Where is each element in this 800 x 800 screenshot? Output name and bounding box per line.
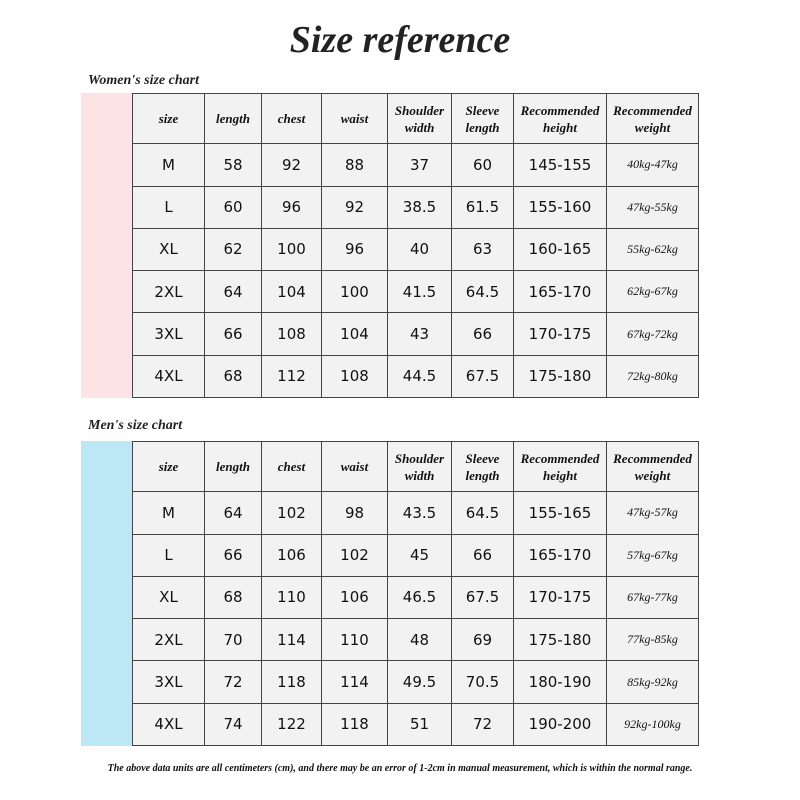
table-cell: 118 — [322, 703, 388, 745]
table-cell: 2XL — [133, 619, 205, 661]
table-cell: 190-200 — [514, 703, 607, 745]
women-size-table — [132, 93, 699, 398]
table-cell: 66 — [452, 313, 514, 355]
table-cell: 104 — [322, 313, 388, 355]
table-cell: 110 — [262, 576, 322, 618]
table-cell: 69 — [452, 619, 514, 661]
table-cell: 55kg-62kg — [607, 228, 699, 270]
men-header-cell: Shoulder width — [388, 442, 452, 492]
table-cell: 106 — [322, 576, 388, 618]
table-cell: 38.5 — [388, 186, 452, 228]
table-row — [133, 534, 699, 576]
women-chart-label: Women's size chart — [88, 73, 199, 88]
table-cell: 67.5 — [452, 576, 514, 618]
table-cell: 112 — [262, 355, 322, 397]
table-cell: 175-180 — [514, 355, 607, 397]
table-cell: 70 — [205, 619, 262, 661]
table-cell: 66 — [205, 313, 262, 355]
table-cell: 108 — [322, 355, 388, 397]
women-color-bar — [81, 93, 133, 398]
table-cell: 92 — [322, 186, 388, 228]
table-cell: 48 — [388, 619, 452, 661]
table-cell: 100 — [322, 271, 388, 313]
table-cell: 67.5 — [452, 355, 514, 397]
table-cell: 102 — [322, 534, 388, 576]
table-cell: 92kg-100kg — [607, 703, 699, 745]
table-cell: 3XL — [133, 313, 205, 355]
table-cell: 145-155 — [514, 144, 607, 186]
table-cell: 88 — [322, 144, 388, 186]
table-cell: 43 — [388, 313, 452, 355]
men-header-cell: Recommended height — [514, 442, 607, 492]
table-cell: M — [133, 492, 205, 534]
table-cell: 3XL — [133, 661, 205, 703]
table-cell: 51 — [388, 703, 452, 745]
women-header-cell: waist — [322, 94, 388, 144]
table-cell: M — [133, 144, 205, 186]
table-cell: 165-170 — [514, 534, 607, 576]
table-cell: 104 — [262, 271, 322, 313]
women-header-cell: chest — [262, 94, 322, 144]
table-cell: 74 — [205, 703, 262, 745]
table-row — [133, 186, 699, 228]
table-cell: XL — [133, 228, 205, 270]
table-cell: 47kg-57kg — [607, 492, 699, 534]
table-row — [133, 144, 699, 186]
table-cell: 49.5 — [388, 661, 452, 703]
table-cell: 66 — [205, 534, 262, 576]
table-cell: 67kg-77kg — [607, 576, 699, 618]
table-cell: 72 — [205, 661, 262, 703]
men-chart-label: Men's size chart — [88, 418, 183, 433]
table-cell: 122 — [262, 703, 322, 745]
table-cell: 72kg-80kg — [607, 355, 699, 397]
table-row — [133, 355, 699, 397]
table-cell: 4XL — [133, 355, 205, 397]
table-cell: XL — [133, 576, 205, 618]
table-row — [133, 228, 699, 270]
table-cell: 68 — [205, 576, 262, 618]
table-cell: 92 — [262, 144, 322, 186]
table-cell: 85kg-92kg — [607, 661, 699, 703]
table-cell: 40 — [388, 228, 452, 270]
table-cell: 47kg-55kg — [607, 186, 699, 228]
table-cell: 60 — [205, 186, 262, 228]
table-cell: 66 — [452, 534, 514, 576]
table-cell: L — [133, 534, 205, 576]
table-cell: 118 — [262, 661, 322, 703]
women-header-cell: length — [205, 94, 262, 144]
table-cell: 45 — [388, 534, 452, 576]
table-cell: 98 — [322, 492, 388, 534]
men-size-table — [132, 441, 699, 746]
table-cell: 72 — [452, 703, 514, 745]
table-cell: 155-165 — [514, 492, 607, 534]
table-row — [133, 271, 699, 313]
table-cell: 110 — [322, 619, 388, 661]
table-cell: L — [133, 186, 205, 228]
table-cell: 96 — [262, 186, 322, 228]
table-cell: 102 — [262, 492, 322, 534]
table-cell: 44.5 — [388, 355, 452, 397]
table-row — [133, 313, 699, 355]
table-cell: 2XL — [133, 271, 205, 313]
table-row — [133, 576, 699, 618]
table-cell: 175-180 — [514, 619, 607, 661]
table-cell: 40kg-47kg — [607, 144, 699, 186]
men-header-cell: waist — [322, 442, 388, 492]
table-row — [133, 703, 699, 745]
table-cell: 114 — [262, 619, 322, 661]
table-cell: 37 — [388, 144, 452, 186]
women-header-cell: Recommended weight — [607, 94, 699, 144]
table-cell: 64.5 — [452, 271, 514, 313]
men-header-cell: Sleeve length — [452, 442, 514, 492]
table-cell: 60 — [452, 144, 514, 186]
table-cell: 64 — [205, 492, 262, 534]
table-cell: 114 — [322, 661, 388, 703]
men-header-row — [133, 442, 699, 492]
table-cell: 155-160 — [514, 186, 607, 228]
table-cell: 57kg-67kg — [607, 534, 699, 576]
table-cell: 68 — [205, 355, 262, 397]
men-header-cell: length — [205, 442, 262, 492]
table-cell: 43.5 — [388, 492, 452, 534]
men-color-bar — [81, 441, 133, 746]
table-cell: 64 — [205, 271, 262, 313]
table-cell: 108 — [262, 313, 322, 355]
table-cell: 77kg-85kg — [607, 619, 699, 661]
footnote: The above data units are all centimeters (cm), and there may be an error of 1-2cm in manual measurement, which is within the normal range. — [107, 763, 693, 774]
table-row — [133, 492, 699, 534]
table-cell: 160-165 — [514, 228, 607, 270]
table-cell: 165-170 — [514, 271, 607, 313]
table-cell: 106 — [262, 534, 322, 576]
women-header-cell: Shoulder width — [388, 94, 452, 144]
women-header-row — [133, 94, 699, 144]
table-cell: 46.5 — [388, 576, 452, 618]
table-cell: 61.5 — [452, 186, 514, 228]
table-cell: 170-175 — [514, 576, 607, 618]
women-header-cell: Sleeve length — [452, 94, 514, 144]
table-cell: 62 — [205, 228, 262, 270]
table-cell: 180-190 — [514, 661, 607, 703]
table-cell: 63 — [452, 228, 514, 270]
table-cell: 67kg-72kg — [607, 313, 699, 355]
table-cell: 96 — [322, 228, 388, 270]
men-header-cell: chest — [262, 442, 322, 492]
women-header-cell: Recommended height — [514, 94, 607, 144]
table-row — [133, 661, 699, 703]
women-header-cell: size — [133, 94, 205, 144]
men-header-cell: Recommended weight — [607, 442, 699, 492]
table-cell: 70.5 — [452, 661, 514, 703]
table-row — [133, 619, 699, 661]
table-cell: 58 — [205, 144, 262, 186]
table-cell: 4XL — [133, 703, 205, 745]
table-cell: 62kg-67kg — [607, 271, 699, 313]
table-cell: 64.5 — [452, 492, 514, 534]
table-cell: 100 — [262, 228, 322, 270]
table-cell: 170-175 — [514, 313, 607, 355]
table-cell: 41.5 — [388, 271, 452, 313]
page-title: Size reference — [289, 19, 511, 61]
men-header-cell: size — [133, 442, 205, 492]
